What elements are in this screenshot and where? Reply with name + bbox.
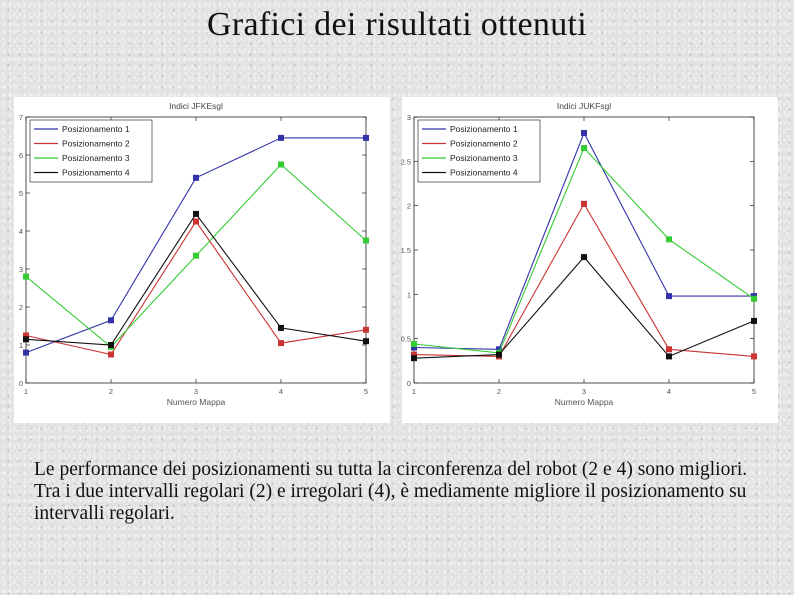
- x-tick-label: 2: [108, 387, 114, 396]
- y-tick-label: 3: [18, 265, 23, 274]
- data-point-series-4: [411, 355, 417, 361]
- x-axis-label: Numero Mappa: [554, 397, 614, 407]
- legend-label: Posizionamento 2: [450, 138, 518, 149]
- data-point-series-3: [751, 296, 757, 302]
- data-point-series-2: [108, 352, 114, 358]
- y-tick-label: 1.5: [400, 246, 411, 255]
- legend-label: Posizionamento 4: [450, 167, 518, 178]
- data-point-series-4: [496, 352, 502, 358]
- data-point-series-1: [23, 350, 29, 356]
- data-point-series-1: [108, 317, 114, 323]
- legend-label: Posizionamento 1: [62, 124, 130, 134]
- series-line-2: [26, 222, 366, 355]
- y-tick-label: 3: [406, 113, 411, 122]
- data-point-series-3: [363, 238, 369, 244]
- legend-label: Posizionamento 3: [450, 153, 518, 163]
- y-tick-label: 1: [18, 341, 23, 350]
- data-point-series-3: [411, 341, 417, 347]
- y-tick-label: 5: [18, 189, 23, 198]
- chart-title: Indici JUKFsgl: [556, 101, 612, 111]
- data-point-series-4: [666, 353, 672, 359]
- x-tick-label: 3: [581, 387, 587, 396]
- x-axis-label: Numero Mappa: [166, 397, 226, 407]
- chart-title: Indici JFKEsgl: [169, 101, 223, 111]
- data-point-series-3: [666, 236, 672, 242]
- y-tick-label: 0: [406, 379, 411, 388]
- data-point-series-3: [581, 145, 587, 151]
- x-tick-label: 5: [363, 387, 369, 396]
- data-point-series-1: [581, 130, 587, 136]
- x-tick-label: 4: [666, 387, 672, 396]
- data-point-series-3: [278, 162, 284, 168]
- data-point-series-1: [666, 293, 672, 299]
- series-line-4: [26, 214, 366, 345]
- data-point-series-3: [193, 253, 199, 259]
- data-point-series-4: [278, 325, 284, 331]
- y-tick-label: 2.5: [400, 157, 411, 167]
- chart-jfkesgl-svg: [14, 97, 390, 423]
- data-point-series-2: [581, 201, 587, 207]
- data-point-series-2: [278, 340, 284, 346]
- data-point-series-2: [193, 219, 199, 225]
- data-point-series-3: [23, 274, 29, 280]
- series-line-4: [414, 257, 754, 358]
- data-point-series-4: [23, 336, 29, 342]
- chart-jukfsgl-svg: [402, 97, 778, 423]
- data-point-series-4: [108, 342, 114, 348]
- data-point-series-1: [278, 135, 284, 141]
- data-point-series-2: [363, 327, 369, 333]
- data-point-series-4: [581, 254, 587, 260]
- y-tick-label: 7: [18, 113, 23, 122]
- y-tick-label: 2: [406, 201, 411, 211]
- chart-jfkesgl: [14, 97, 390, 423]
- data-point-series-2: [666, 346, 672, 352]
- y-tick-label: 6: [18, 151, 23, 160]
- data-point-series-1: [363, 135, 369, 141]
- y-tick-label: 1: [406, 290, 411, 300]
- slide-title: Grafici dei risultati ottenuti: [206, 6, 588, 43]
- y-tick-label: 2: [18, 303, 23, 312]
- chart-jukfsgl: [402, 97, 778, 423]
- x-tick-label: 3: [193, 387, 199, 396]
- x-tick-label: 4: [278, 387, 284, 396]
- data-point-series-4: [751, 318, 757, 324]
- legend-label: Posizionamento 3: [62, 153, 130, 163]
- series-line-2: [414, 204, 754, 357]
- y-tick-label: 4: [18, 227, 23, 236]
- data-point-series-2: [751, 353, 757, 359]
- y-tick-label: 0: [18, 379, 23, 388]
- data-point-series-4: [193, 211, 199, 217]
- y-tick-label: 0.5: [400, 334, 411, 344]
- legend-label: Posizionamento 2: [62, 138, 130, 149]
- caption-text: Le performance dei posizionamenti su tutta la circonferenza del robot (2 e 4) sono migliori. Tra i due intervalli regolari (2) e irregolari (4), è mediamente migliore il posizionamento su intervalli regolari.: [34, 459, 748, 524]
- x-tick-label: 1: [411, 387, 417, 396]
- x-tick-label: 2: [496, 387, 502, 396]
- legend-label: Posizionamento 1: [450, 124, 518, 134]
- x-tick-label: 5: [751, 387, 757, 396]
- x-tick-label: 1: [23, 387, 29, 396]
- legend-label: Posizionamento 4: [62, 167, 130, 178]
- data-point-series-1: [193, 175, 199, 181]
- data-point-series-4: [363, 338, 369, 344]
